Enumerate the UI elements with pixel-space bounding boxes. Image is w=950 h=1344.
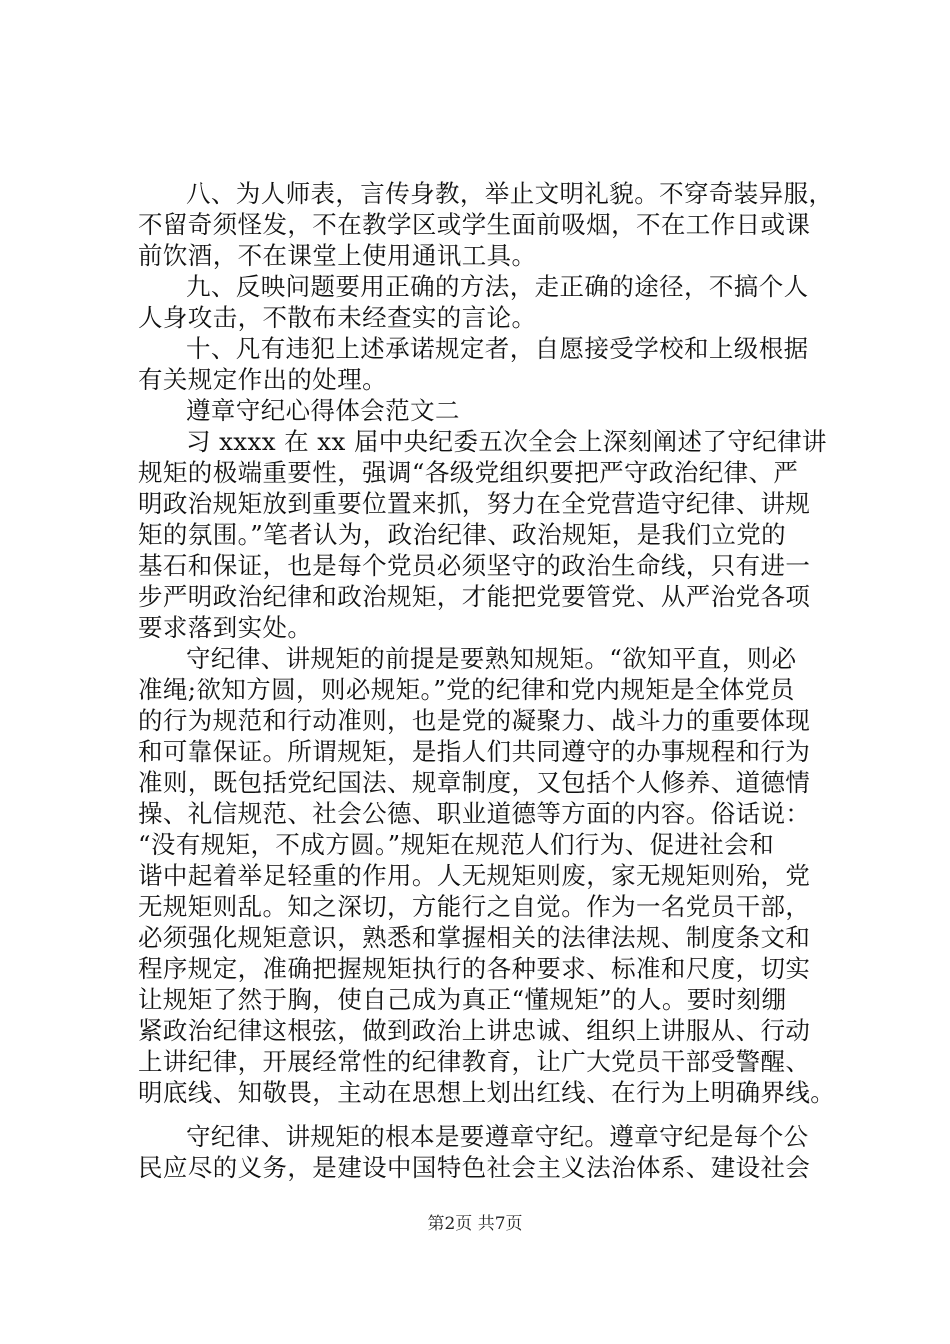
text-line: 和可靠保证。所谓规矩，是指人们共同遵守的办事规程和行为 [138, 737, 811, 766]
text-line: 九、反映问题要用正确的方法，走正确的途径，不搞个人 [186, 272, 809, 301]
section-heading: 遵章守纪心得体会范文二 [186, 396, 460, 425]
text-line: 准则，既包括党纪国法、规章制度，又包括个人修养、道德情 [138, 768, 811, 797]
text-line: 八、为人师表，言传身教，举止文明礼貌。不穿奇装异服， [186, 179, 834, 208]
text-line: 要求落到实处。 [138, 613, 313, 642]
text-line: 谐中起着举足轻重的作用。人无规矩则废，家无规矩则殆，党 [138, 861, 811, 890]
text-line: 明底线、知敬畏，主动在思想上划出红线、在行为上明确界线。 [138, 1078, 836, 1107]
text-line: 十、凡有违犯上述承诺规定者，自愿接受学校和上级根据 [186, 334, 809, 363]
page-footer: 第2页 共7页 [427, 1214, 523, 1234]
text-line: 守纪律、讲规矩的前提是要熟知规矩。“欲知平直，则必 [186, 644, 797, 673]
text-line: 基石和保证，也是每个党员必须坚守的政治生命线，只有进一 [138, 551, 811, 580]
text-line: 民应尽的义务，是建设中国特色社会主义法治体系、建设社会 [138, 1153, 811, 1182]
text-line: 不留奇须怪发，不在教学区或学生面前吸烟，不在工作日或课 [138, 210, 811, 239]
text-line: 守纪律、讲规矩的根本是要遵章守纪。遵章守纪是每个公 [186, 1122, 809, 1151]
text-line: 矩的氛围。”笔者认为，政治纪律、政治规矩，是我们立党的 [138, 520, 787, 549]
text-line: 习 xxxx 在 xx 届中央纪委五次全会上深刻阐述了守纪律讲 [186, 427, 827, 456]
text-line: 操、礼信规范、社会公德、职业道德等方面的内容。俗话说： [138, 799, 811, 828]
text-line: 规矩的极端重要性，强调“各级党组织要把严守政治纪律、严 [138, 458, 799, 487]
text-line: 程序规定，准确把握规矩执行的各种要求、标准和尺度，切实 [138, 954, 811, 983]
text-line: 明政治规矩放到重要位置来抓，努力在全党营造守纪律、讲规 [138, 489, 811, 518]
text-line: 必须强化规矩意识，熟悉和掌握相关的法律法规、制度条文和 [138, 923, 811, 952]
text-line: 准绳;欲知方圆，则必规矩。”党的纪律和党内规矩是全体党员 [138, 675, 795, 704]
document-body [138, 178, 838, 1108]
text-line: 让规矩了然于胸，使自己成为真正“懂规矩”的人。要时刻绷 [138, 985, 787, 1014]
text-line: 有关规定作出的处理。 [138, 365, 387, 394]
text-line: 紧政治纪律这根弦，做到政治上讲忠诚、组织上讲服从、行动 [138, 1016, 811, 1045]
text-line: 人身攻击，不散布未经查实的言论。 [138, 303, 537, 332]
text-line: 上讲纪律，开展经常性的纪律教育，让广大党员干部受警醒、 [138, 1047, 811, 1076]
text-line: 无规矩则乱。知之深切，方能行之自觉。作为一名党员干部， [138, 892, 811, 921]
text-line: 前饮酒，不在课堂上使用通讯工具。 [138, 241, 537, 270]
text-line: 步严明政治纪律和政治规矩，才能把党要管党、从严治党各项 [138, 582, 811, 611]
text-line: “没有规矩，不成方圆。”规矩在规范人们行为、促进社会和 [138, 830, 775, 859]
text-line: 的行为规范和行动准则，也是党的凝聚力、战斗力的重要体现 [138, 706, 811, 735]
document-body-continued [138, 1121, 838, 1183]
